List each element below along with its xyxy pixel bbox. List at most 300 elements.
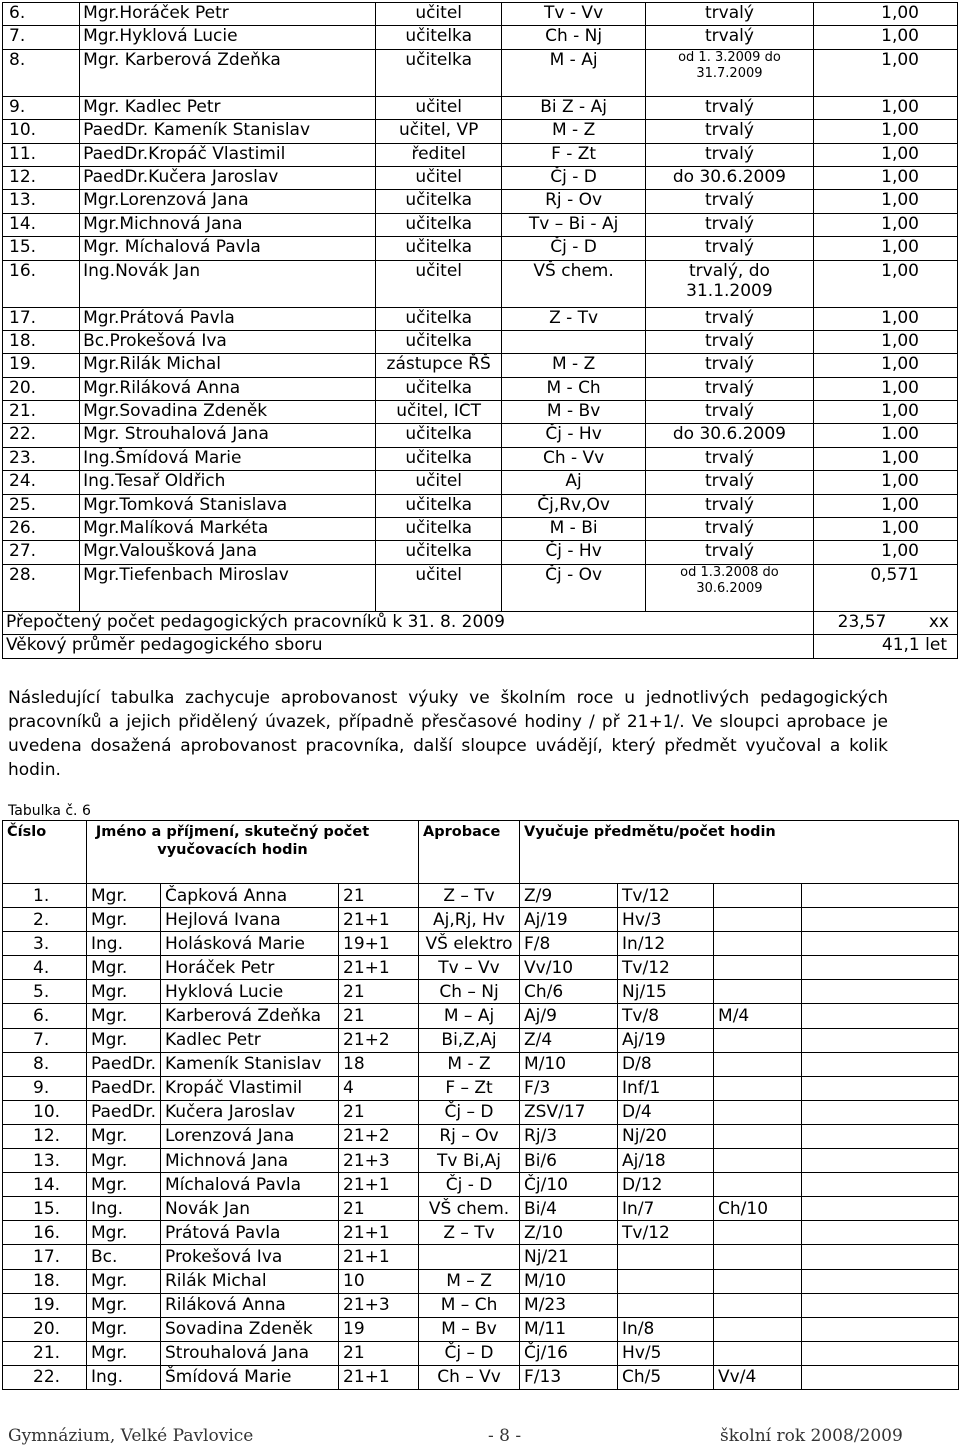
table-row xyxy=(3,1149,959,1173)
subject-hours-1: Z/9 xyxy=(520,884,618,908)
row-number: 14. xyxy=(3,1173,87,1197)
teacher-role: učitelka xyxy=(376,237,502,260)
teacher-name: Hejlová Ivana xyxy=(161,908,339,932)
table-row xyxy=(3,518,958,541)
footer-school-year: školní rok 2008/2009 xyxy=(720,1426,903,1446)
row-number: 10. xyxy=(3,1100,87,1124)
table-caption: Tabulka č. 6 xyxy=(8,803,91,819)
empty-cell xyxy=(802,1149,959,1173)
table-row xyxy=(3,96,958,119)
workload: 1,00 xyxy=(813,354,957,377)
teacher-subjects xyxy=(501,330,645,353)
table-row xyxy=(3,26,958,49)
workload: 1,00 xyxy=(813,447,957,470)
teacher-name: Mgr.Horáček Petr xyxy=(80,3,376,26)
teacher-subjects: Čj - Hv xyxy=(501,424,645,447)
subject-hours-3 xyxy=(714,884,802,908)
employment-term: trvalý xyxy=(646,447,813,470)
workload: 1,00 xyxy=(813,330,957,353)
teacher-name: Ing.Šmídová Marie xyxy=(80,447,376,470)
teacher-subjects: Tv – Bi - Aj xyxy=(501,213,645,236)
teacher-name: Mgr.Sovadina Zdeněk xyxy=(80,401,376,424)
academic-title: Mgr. xyxy=(87,1149,161,1173)
table-row xyxy=(3,447,958,470)
table-row xyxy=(3,1293,959,1317)
empty-cell xyxy=(802,980,959,1004)
employment-term: do 30.6.2009 xyxy=(646,166,813,189)
academic-title: Ing. xyxy=(87,1365,161,1389)
teacher-name: Ing.Tesař Oldřich xyxy=(80,471,376,494)
teacher-role: učitel xyxy=(376,96,502,119)
subject-hours-3 xyxy=(714,1341,802,1365)
teacher-name: Mgr.Prátová Pavla xyxy=(80,307,376,330)
approbation: M - Z xyxy=(419,1052,520,1076)
workload: 1,00 xyxy=(813,26,957,49)
table-row xyxy=(3,120,958,143)
table-row xyxy=(3,330,958,353)
subject-hours-2 xyxy=(618,1269,714,1293)
empty-cell xyxy=(802,1052,959,1076)
subject-hours-1: Bi/4 xyxy=(520,1197,618,1221)
teacher-name: Prokešová Iva xyxy=(161,1245,339,1269)
subject-hours-3 xyxy=(714,1124,802,1148)
header-approbation: Aprobace xyxy=(419,821,520,884)
employment-term: trvalý xyxy=(646,471,813,494)
teacher-name: Sovadina Zdeněk xyxy=(161,1317,339,1341)
row-number: 26. xyxy=(3,518,80,541)
teaching-hours: 4 xyxy=(339,1076,419,1100)
row-number: 12. xyxy=(3,1124,87,1148)
table-row xyxy=(3,471,958,494)
teacher-name: Hyklová Lucie xyxy=(161,980,339,1004)
employment-term: trvalý xyxy=(646,143,813,166)
approbation xyxy=(419,1245,520,1269)
empty-cell xyxy=(802,1269,959,1293)
workload: 1,00 xyxy=(813,471,957,494)
approbation: Bi,Z,Aj xyxy=(419,1028,520,1052)
staff-table xyxy=(2,2,958,659)
table-row xyxy=(3,143,958,166)
workload: 1,00 xyxy=(813,377,957,400)
approbation: Ch – Nj xyxy=(419,980,520,1004)
teacher-name: Holásková Marie xyxy=(161,932,339,956)
teacher-subjects: VŠ chem. xyxy=(501,260,645,307)
teacher-role: zástupce ŘŠ xyxy=(376,354,502,377)
approbation: Ch – Vv xyxy=(419,1365,520,1389)
teaching-hours: 19+1 xyxy=(339,932,419,956)
subject-hours-1: Vv/10 xyxy=(520,956,618,980)
academic-title: Mgr. xyxy=(87,956,161,980)
subject-hours-2: Nj/20 xyxy=(618,1124,714,1148)
teaching-hours: 21+2 xyxy=(339,1124,419,1148)
teacher-name: Kadlec Petr xyxy=(161,1028,339,1052)
teaching-hours: 21 xyxy=(339,980,419,1004)
subject-hours-2: D/12 xyxy=(618,1173,714,1197)
teacher-role: učitel, ICT xyxy=(376,401,502,424)
employment-term: trvalý xyxy=(646,190,813,213)
summary-value: 23,57 xx xyxy=(813,611,957,634)
subject-hours-3 xyxy=(714,1149,802,1173)
teacher-subjects: Rj - Ov xyxy=(501,190,645,213)
table-row xyxy=(3,49,958,96)
teaching-hours: 21+1 xyxy=(339,1365,419,1389)
teacher-name: PaedDr. Kameník Stanislav xyxy=(80,120,376,143)
teacher-subjects: Ch - Nj xyxy=(501,26,645,49)
table-row xyxy=(3,908,959,932)
table-row xyxy=(3,980,959,1004)
row-number: 22. xyxy=(3,424,80,447)
table-row xyxy=(3,1028,959,1052)
subject-hours-1: ZSV/17 xyxy=(520,1100,618,1124)
approbation: Tv Bi,Aj xyxy=(419,1149,520,1173)
empty-cell xyxy=(802,1341,959,1365)
teacher-name: Mgr. Míchalová Pavla xyxy=(80,237,376,260)
approbation: Rj – Ov xyxy=(419,1124,520,1148)
subject-hours-3 xyxy=(714,1076,802,1100)
employment-term: trvalý xyxy=(646,26,813,49)
teacher-name: Mgr.Lorenzová Jana xyxy=(80,190,376,213)
teacher-name: Mgr.Hyklová Lucie xyxy=(80,26,376,49)
empty-cell xyxy=(802,908,959,932)
teaching-hours: 21+1 xyxy=(339,956,419,980)
teacher-subjects: Bi Z - Aj xyxy=(501,96,645,119)
subject-hours-3 xyxy=(714,932,802,956)
teacher-name: Michnová Jana xyxy=(161,1149,339,1173)
workload: 1,00 xyxy=(813,96,957,119)
row-number: 4. xyxy=(3,956,87,980)
subject-hours-2: In/12 xyxy=(618,932,714,956)
workload: 1,00 xyxy=(813,166,957,189)
employment-term: od 1.3.2008 do 30.6.2009 xyxy=(646,564,813,611)
subject-hours-2: Hv/5 xyxy=(618,1341,714,1365)
teacher-role: učitelka xyxy=(376,377,502,400)
subject-hours-2: Ch/5 xyxy=(618,1365,714,1389)
teacher-subjects: M - Z xyxy=(501,354,645,377)
employment-term: trvalý xyxy=(646,494,813,517)
table-row xyxy=(3,424,958,447)
subject-hours-1: Čj/16 xyxy=(520,1341,618,1365)
teacher-role: učitelka xyxy=(376,518,502,541)
teacher-role: učitelka xyxy=(376,330,502,353)
summary-extra: xx xyxy=(928,611,949,632)
teaching-hours: 21+3 xyxy=(339,1293,419,1317)
row-number: 16. xyxy=(3,1221,87,1245)
subject-hours-1: Ch/6 xyxy=(520,980,618,1004)
teacher-name: Bc.Prokešová Iva xyxy=(80,330,376,353)
subject-hours-3 xyxy=(714,1028,802,1052)
teacher-role: učitel xyxy=(376,471,502,494)
row-number: 25. xyxy=(3,494,80,517)
workload: 1,00 xyxy=(813,307,957,330)
employment-term: trvalý xyxy=(646,354,813,377)
table-row xyxy=(3,1004,959,1028)
row-number: 20. xyxy=(3,1317,87,1341)
teacher-name: PaedDr.Kropáč Vlastimil xyxy=(80,143,376,166)
row-number: 13. xyxy=(3,1149,87,1173)
approbation: M – Aj xyxy=(419,1004,520,1028)
subject-hours-1: Bi/6 xyxy=(520,1149,618,1173)
employment-term: trvalý xyxy=(646,307,813,330)
workload: 1.00 xyxy=(813,424,957,447)
approbation: Čj – D xyxy=(419,1341,520,1365)
row-number: 14. xyxy=(3,213,80,236)
academic-title: PaedDr. xyxy=(87,1052,161,1076)
teacher-name: Mgr. Karberová Zdeňka xyxy=(80,49,376,96)
table-row xyxy=(3,494,958,517)
teaching-hours: 18 xyxy=(339,1052,419,1076)
subject-hours-3 xyxy=(714,980,802,1004)
academic-title: Mgr. xyxy=(87,1124,161,1148)
row-number: 1. xyxy=(3,884,87,908)
teacher-name: Mgr.Valoušková Jana xyxy=(80,541,376,564)
row-number: 8. xyxy=(3,49,80,96)
row-number: 8. xyxy=(3,1052,87,1076)
subject-hours-1: M/10 xyxy=(520,1269,618,1293)
employment-term: trvalý xyxy=(646,518,813,541)
subject-hours-2 xyxy=(618,1245,714,1269)
table-row xyxy=(3,190,958,213)
empty-cell xyxy=(802,1293,959,1317)
row-number: 2. xyxy=(3,908,87,932)
subject-hours-2: Aj/18 xyxy=(618,1149,714,1173)
subject-hours-3 xyxy=(714,1269,802,1293)
teacher-subjects: Čj - D xyxy=(501,166,645,189)
employment-term: trvalý xyxy=(646,330,813,353)
subject-hours-2: D/8 xyxy=(618,1052,714,1076)
teaching-hours: 21 xyxy=(339,1100,419,1124)
employment-term: trvalý xyxy=(646,541,813,564)
summary-label: Věkový průměr pedagogického sboru xyxy=(3,635,814,658)
academic-title: Ing. xyxy=(87,932,161,956)
row-number: 20. xyxy=(3,377,80,400)
employment-term: trvalý xyxy=(646,96,813,119)
table-row xyxy=(3,1076,959,1100)
empty-cell xyxy=(802,1197,959,1221)
teacher-name: Kučera Jaroslav xyxy=(161,1100,339,1124)
teacher-name: Mgr.Rilák Michal xyxy=(80,354,376,377)
row-number: 15. xyxy=(3,1197,87,1221)
employment-term: trvalý xyxy=(646,213,813,236)
teacher-name: Novák Jan xyxy=(161,1197,339,1221)
teacher-subjects: F - Zt xyxy=(501,143,645,166)
table-row xyxy=(3,354,958,377)
workload: 1,00 xyxy=(813,401,957,424)
teacher-role: učitelka xyxy=(376,541,502,564)
subject-hours-2: Tv/12 xyxy=(618,956,714,980)
row-number: 23. xyxy=(3,447,80,470)
teacher-subjects: Aj xyxy=(501,471,645,494)
subject-hours-3 xyxy=(714,1317,802,1341)
subject-hours-2: D/4 xyxy=(618,1100,714,1124)
qualification-table xyxy=(2,820,959,1390)
intro-paragraph: Následující tabulka zachycuje aprobovanost výuky ve školním roce u jednotlivých pedagogických pracovníků a jejich přidělený úvazek, případně přesčasové hodiny / př 21+1/. Ve sloupci aprobace je uvedena dosažená aprobovanost pracovníka, další sloupce uvádějí, který předmět vyučoval a kolik hodin. xyxy=(8,688,888,780)
subject-hours-1: Z/10 xyxy=(520,1221,618,1245)
row-number: 17. xyxy=(3,307,80,330)
subject-hours-2 xyxy=(618,1293,714,1317)
row-number: 6. xyxy=(3,1004,87,1028)
teacher-name: Šmídová Marie xyxy=(161,1365,339,1389)
teacher-name: Lorenzová Jana xyxy=(161,1124,339,1148)
table-row xyxy=(3,1245,959,1269)
table-row xyxy=(3,166,958,189)
employment-term: trvalý xyxy=(646,3,813,26)
teacher-name: Prátová Pavla xyxy=(161,1221,339,1245)
approbation: F – Zt xyxy=(419,1076,520,1100)
summary-row xyxy=(3,635,958,658)
empty-cell xyxy=(802,884,959,908)
empty-cell xyxy=(802,1004,959,1028)
row-number: 7. xyxy=(3,1028,87,1052)
teacher-name: Mgr. Strouhalová Jana xyxy=(80,424,376,447)
teaching-hours: 21+2 xyxy=(339,1028,419,1052)
empty-cell xyxy=(802,1076,959,1100)
subject-hours-3 xyxy=(714,1052,802,1076)
table-row xyxy=(3,1269,959,1293)
table-row xyxy=(3,932,959,956)
approbation: M – Ch xyxy=(419,1293,520,1317)
empty-cell xyxy=(802,1173,959,1197)
teacher-name: Kropáč Vlastimil xyxy=(161,1076,339,1100)
table-row xyxy=(3,541,958,564)
workload: 1,00 xyxy=(813,3,957,26)
academic-title: Bc. xyxy=(87,1245,161,1269)
subject-hours-1: M/23 xyxy=(520,1293,618,1317)
subject-hours-1: Nj/21 xyxy=(520,1245,618,1269)
teacher-subjects: M - Ch xyxy=(501,377,645,400)
teacher-role: učitelka xyxy=(376,424,502,447)
subject-hours-1: Rj/3 xyxy=(520,1124,618,1148)
workload: 1,00 xyxy=(813,190,957,213)
approbation: VŠ elektro xyxy=(419,932,520,956)
subject-hours-3 xyxy=(714,1245,802,1269)
row-number: 22. xyxy=(3,1365,87,1389)
row-number: 11. xyxy=(3,143,80,166)
row-number: 28. xyxy=(3,564,80,611)
table-row xyxy=(3,377,958,400)
approbation: Z – Tv xyxy=(419,1221,520,1245)
approbation: Čj – D xyxy=(419,1100,520,1124)
subject-hours-3 xyxy=(714,1173,802,1197)
teaching-hours: 21+1 xyxy=(339,1221,419,1245)
subject-hours-3 xyxy=(714,956,802,980)
employment-term: trvalý, do 31.1.2009 xyxy=(646,260,813,307)
academic-title: Mgr. xyxy=(87,1028,161,1052)
empty-cell xyxy=(802,1365,959,1389)
teaching-hours: 21+1 xyxy=(339,1173,419,1197)
workload: 1,00 xyxy=(813,237,957,260)
teacher-name: Mgr.Tomková Stanislava xyxy=(80,494,376,517)
teacher-role: učitelka xyxy=(376,307,502,330)
teacher-subjects: M - Bv xyxy=(501,401,645,424)
employment-term: trvalý xyxy=(646,120,813,143)
workload: 1,00 xyxy=(813,494,957,517)
teaching-hours: 21+1 xyxy=(339,1245,419,1269)
table-row xyxy=(3,1197,959,1221)
subject-hours-1: M/11 xyxy=(520,1317,618,1341)
row-number: 24. xyxy=(3,471,80,494)
subject-hours-1: Aj/19 xyxy=(520,908,618,932)
approbation: Z – Tv xyxy=(419,884,520,908)
teacher-name: Horáček Petr xyxy=(161,956,339,980)
teaching-hours: 21 xyxy=(339,1197,419,1221)
header-number: Číslo xyxy=(3,821,87,884)
employment-term: trvalý xyxy=(646,237,813,260)
subject-hours-3: Ch/10 xyxy=(714,1197,802,1221)
academic-title: PaedDr. xyxy=(87,1100,161,1124)
teacher-name: Strouhalová Jana xyxy=(161,1341,339,1365)
empty-cell xyxy=(802,956,959,980)
empty-cell xyxy=(802,1245,959,1269)
table-row xyxy=(3,1124,959,1148)
approbation: Aj,Rj, Hv xyxy=(419,908,520,932)
table-header-row xyxy=(3,821,959,884)
empty-cell xyxy=(802,932,959,956)
teaching-hours: 10 xyxy=(339,1269,419,1293)
workload: 1,00 xyxy=(813,143,957,166)
academic-title: PaedDr. xyxy=(87,1076,161,1100)
teacher-subjects: M - Bi xyxy=(501,518,645,541)
table-row xyxy=(3,237,958,260)
approbation: Čj - D xyxy=(419,1173,520,1197)
teacher-name: Čapková Anna xyxy=(161,884,339,908)
empty-cell xyxy=(802,1317,959,1341)
table-row xyxy=(3,1317,959,1341)
teacher-name: Kameník Stanislav xyxy=(161,1052,339,1076)
table-row xyxy=(3,1173,959,1197)
subject-hours-1: F/8 xyxy=(520,932,618,956)
teacher-role: učitelka xyxy=(376,447,502,470)
subject-hours-2: Tv/12 xyxy=(618,1221,714,1245)
row-number: 19. xyxy=(3,354,80,377)
empty-cell xyxy=(802,1100,959,1124)
teacher-name: Riláková Anna xyxy=(161,1293,339,1317)
subject-hours-2: Hv/3 xyxy=(618,908,714,932)
subject-hours-2: In/7 xyxy=(618,1197,714,1221)
empty-cell xyxy=(802,1124,959,1148)
row-number: 3. xyxy=(3,932,87,956)
header-teaching: Vyučuje předmětu/počet hodin xyxy=(520,821,959,884)
subject-hours-2: In/8 xyxy=(618,1317,714,1341)
teacher-name: Karberová Zdeňka xyxy=(161,1004,339,1028)
subject-hours-2: Aj/19 xyxy=(618,1028,714,1052)
subject-hours-3 xyxy=(714,1100,802,1124)
table-row xyxy=(3,1341,959,1365)
table-row xyxy=(3,260,958,307)
teacher-role: učitelka xyxy=(376,26,502,49)
teacher-subjects: M - Z xyxy=(501,120,645,143)
subject-hours-2: Tv/8 xyxy=(618,1004,714,1028)
teacher-name: Mgr. Kadlec Petr xyxy=(80,96,376,119)
teacher-role: učitelka xyxy=(376,49,502,96)
table-row xyxy=(3,401,958,424)
row-number: 21. xyxy=(3,1341,87,1365)
table-row xyxy=(3,307,958,330)
footer-school: Gymnázium, Velké Pavlovice xyxy=(8,1426,254,1446)
teacher-subjects: Čj - D xyxy=(501,237,645,260)
row-number: 12. xyxy=(3,166,80,189)
teacher-subjects: Ch - Vv xyxy=(501,447,645,470)
workload: 1,00 xyxy=(813,260,957,307)
table-row xyxy=(3,1052,959,1076)
table-row xyxy=(3,213,958,236)
academic-title: Mgr. xyxy=(87,1341,161,1365)
teacher-role: ředitel xyxy=(376,143,502,166)
summary-value: 41,1 let xyxy=(813,635,957,658)
row-number: 10. xyxy=(3,120,80,143)
teacher-name: Mgr.Malíková Markéta xyxy=(80,518,376,541)
teacher-name: PaedDr.Kučera Jaroslav xyxy=(80,166,376,189)
table-row xyxy=(3,1100,959,1124)
